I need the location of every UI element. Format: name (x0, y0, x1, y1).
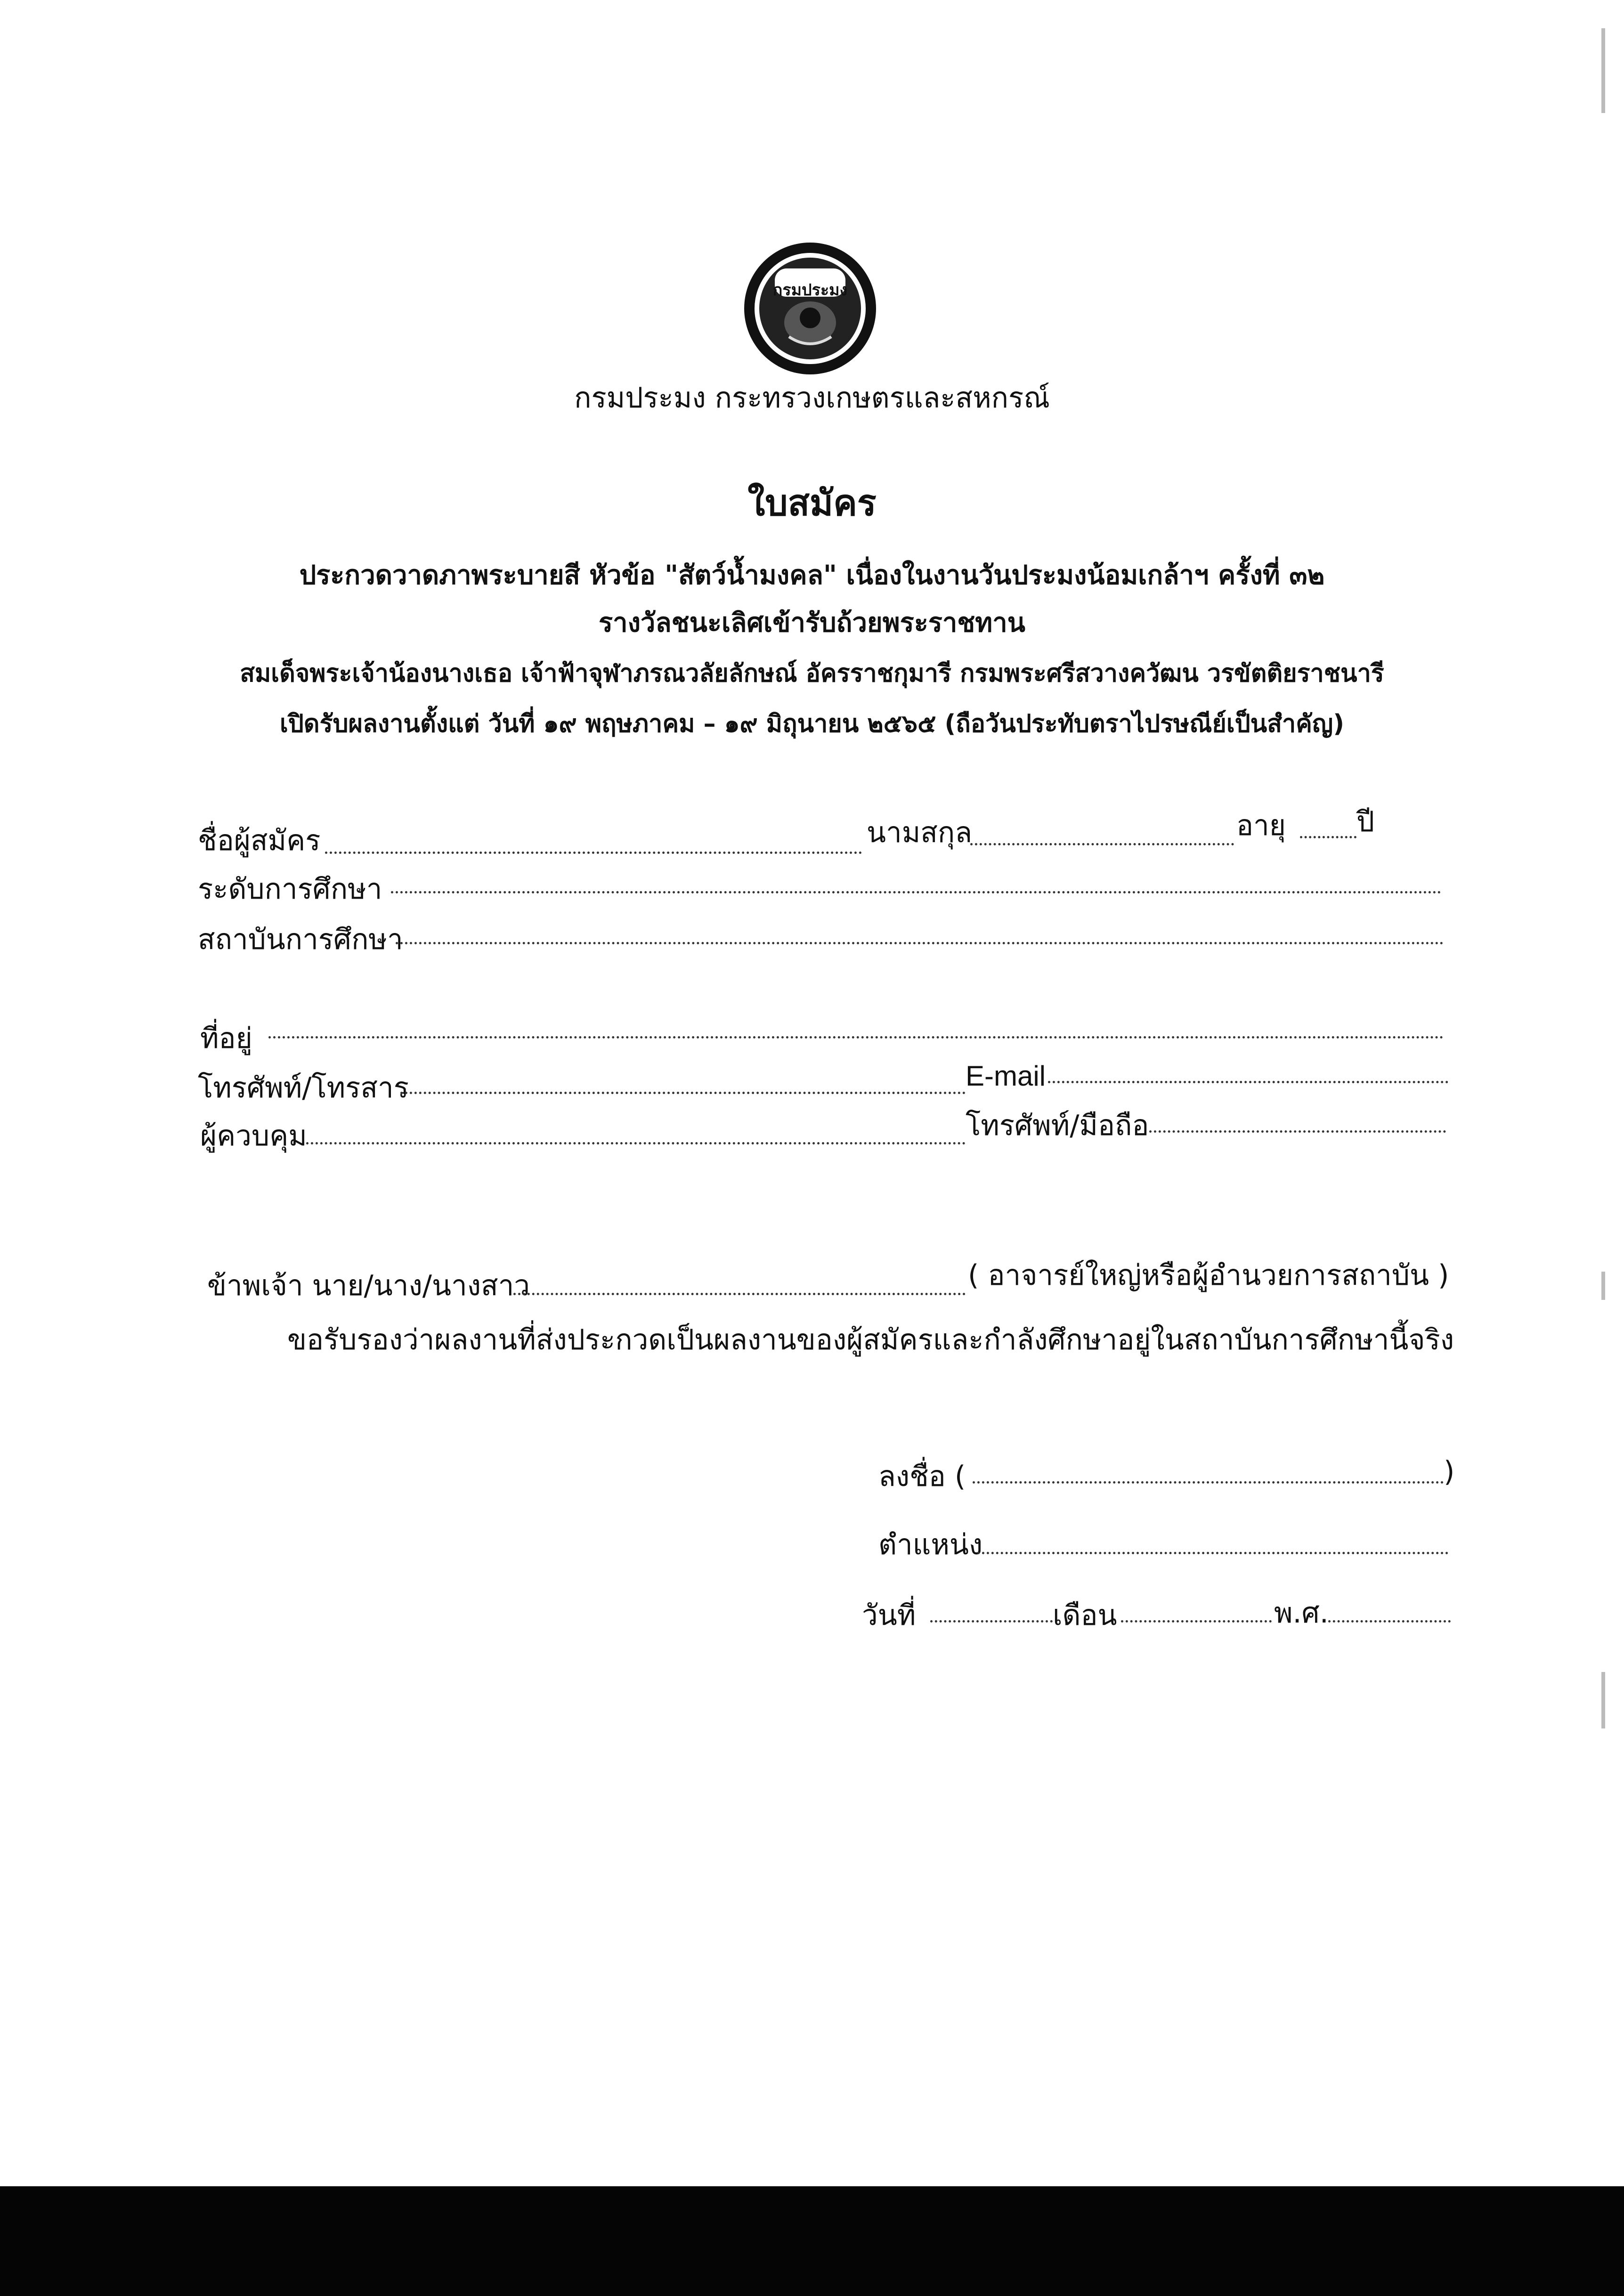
sign-close: ) (1444, 1455, 1455, 1488)
form-title: ใบสมัคร (747, 482, 877, 524)
phone-fax-line[interactable] (400, 1092, 966, 1094)
applicant-name-line[interactable] (325, 852, 862, 854)
address-line[interactable] (268, 1036, 1444, 1038)
fisheries-seal-icon (742, 240, 878, 377)
scan-edge-mark (1601, 1672, 1605, 1728)
date-month-line[interactable] (1121, 1620, 1272, 1623)
scan-edge-mark (1601, 1272, 1605, 1300)
certifier-role-note: ( อาจารย์ใหญ่หรือผู้อำนวยการสถาบัน ) (968, 1259, 1449, 1292)
certifier-name-line[interactable] (513, 1293, 966, 1295)
institution-label: สถาบันการศึกษา (198, 923, 403, 956)
subtitle-line-4: เปิดรับผลงานตั้งแต่ วันที่ ๑๙ พฤษภาคม – ๑๙ มิถุนายน ๒๕๖๕ (ถือวันประทับตราไปรษณีย์เป็นสำคัญ) (279, 710, 1345, 738)
signature-line[interactable] (973, 1481, 1444, 1484)
subtitle-line-3: สมเด็จพระเจ้าน้องนางเธอ เจ้าฟ้าจุฬาภรณวลัยลักษณ์ อัครราชกุมารี กรมพระศรีสวางควัฒน วรขัตติยราชนารี (240, 659, 1384, 688)
education-level-line[interactable] (391, 891, 1441, 893)
subtitle-line-1: ประกวดวาดภาพระบายสี หัวข้อ "สัตว์น้ำมงคล" เนื่องในงานวันประมงน้อมเกล้าฯ ครั้งที่ ๓๒ (299, 560, 1325, 591)
date-day-line[interactable] (930, 1620, 1053, 1623)
month-label: เดือน (1053, 1599, 1117, 1632)
subtitle-line-2: รางวัลชนะเลิศเข้ารับถ้วยพระราชทาน (599, 608, 1025, 638)
date-year-line[interactable] (1328, 1620, 1451, 1623)
education-level-label: ระดับการศึกษา (198, 873, 382, 906)
scan-edge-mark (1601, 28, 1605, 113)
email-line[interactable] (1048, 1081, 1448, 1083)
applicant-name-label: ชื่อผู้สมัคร (198, 824, 321, 857)
email-label: E-mail (966, 1060, 1046, 1092)
age-unit: ปี (1356, 805, 1375, 838)
year-label: พ.ศ. (1274, 1597, 1329, 1630)
mobile-label: โทรศัพท์/มือถือ (966, 1109, 1149, 1142)
supervisor-label: ผู้ควบคุม (200, 1120, 307, 1152)
supervisor-line[interactable] (306, 1142, 966, 1144)
seal-text: กรมประมง (772, 281, 848, 300)
certification-statement: ขอรับรองว่าผลงานที่ส่งประกวดเป็นผลงานของผู้สมัครและกำลังศึกษาอยู่ในสถาบันการศึกษานี้จริง (287, 1323, 1454, 1356)
age-label: อายุ (1236, 809, 1286, 842)
date-label: วันที่ (862, 1599, 916, 1632)
surname-line[interactable] (970, 843, 1234, 845)
address-label: ที่อยู่ (200, 1022, 252, 1055)
surname-label: นามสกุล (867, 816, 972, 849)
position-label: ตำแหน่ง (878, 1528, 983, 1561)
mobile-line[interactable] (1149, 1130, 1446, 1133)
phone-fax-label: โทรศัพท์/โทรสาร (198, 1071, 409, 1104)
institution-line[interactable] (396, 942, 1444, 944)
scan-bottom-border (0, 2186, 1624, 2296)
organization-name: กรมประมง กระทรวงเกษตรและสหกรณ์ (574, 381, 1050, 414)
age-line[interactable] (1300, 836, 1356, 838)
department-seal (742, 240, 878, 377)
certifier-prefix: ข้าพเจ้า นาย/นาง/นางสาว (207, 1269, 530, 1302)
position-line[interactable] (977, 1552, 1448, 1554)
sign-label: ลงชื่อ ( (878, 1460, 966, 1493)
